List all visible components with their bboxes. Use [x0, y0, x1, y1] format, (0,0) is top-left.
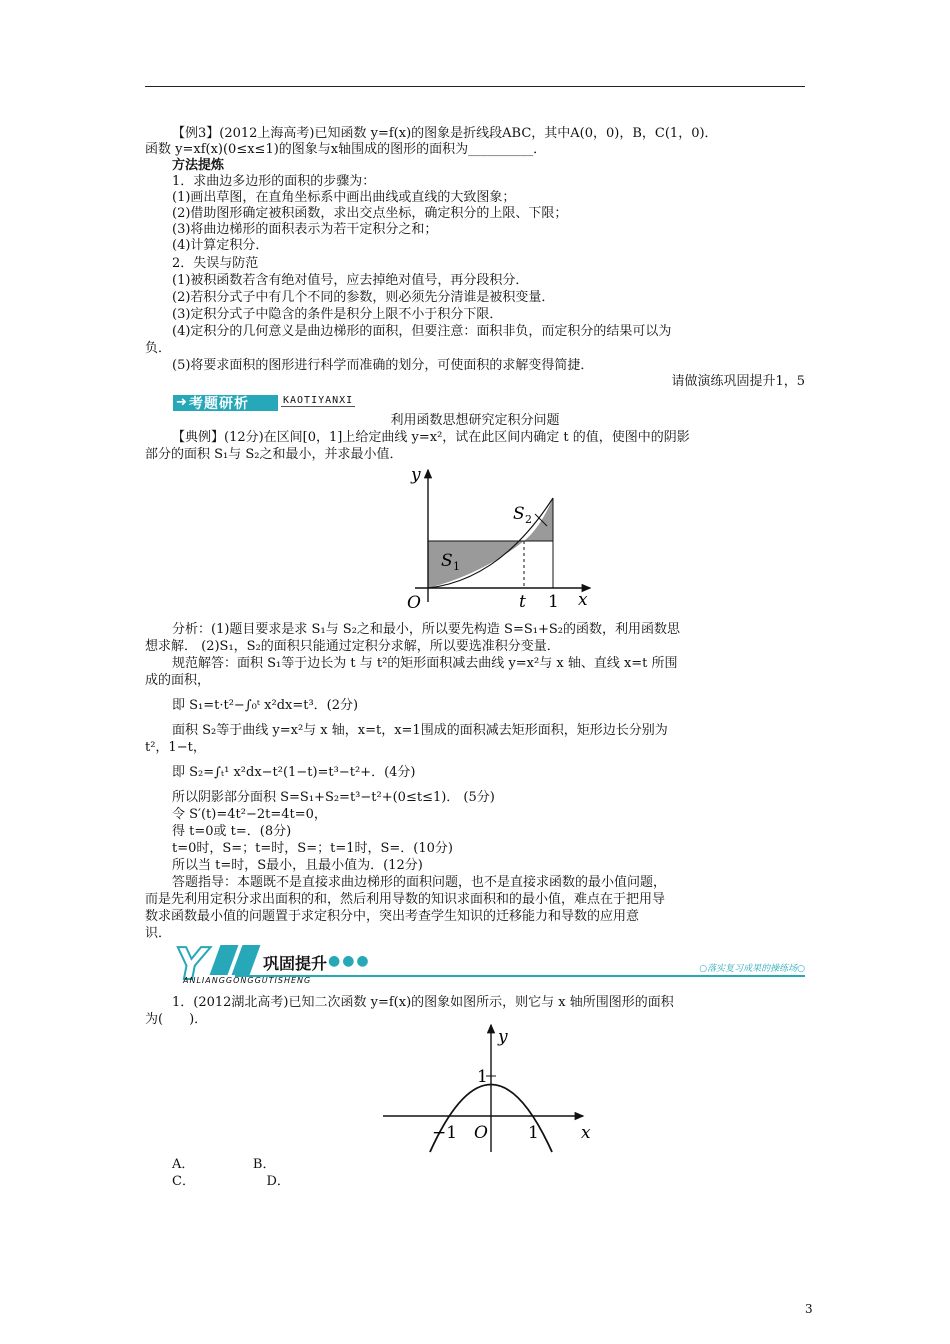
header-rule [145, 86, 805, 87]
practice-ref: 请做演练巩固提升1，5 [671, 374, 805, 389]
text-line: (5)将要求面积的图形进行科学而准确的划分，可使面积的求解变得简捷． [172, 358, 594, 373]
text-line: (1)画出草图，在直角坐标系中画出曲线或直线的大致图象； [172, 190, 516, 205]
banner-underline [235, 975, 805, 977]
text-line: 为( )． [145, 1012, 208, 1027]
text-line: (2)若积分式子中有几个不同的参数，则必须先分清谁是被积变量． [172, 290, 555, 305]
banner-pinyin: KAOTIYANXI [283, 395, 354, 406]
text-line: 1．(2012湖北高考)已知二次函数 y=f(x)的图象如图所示，则它与 x 轴所围图形的面积 [172, 995, 674, 1010]
banner-title: 巩固提升 [263, 954, 328, 973]
text-line: (4)计算定积分． [172, 238, 269, 253]
text-line: t²，1−t， [145, 740, 206, 755]
text-line: (3)将曲边梯形的面积表示为若干定积分之和； [172, 222, 438, 237]
text-line: (1)被积函数若含有绝对值号，应去掉绝对值号，再分段积分． [172, 273, 529, 288]
one-label: 1 [548, 592, 559, 612]
text-line: 得 t=0或 t=．(8分) [172, 824, 292, 839]
banner-title: 考题研析 [189, 396, 249, 412]
text-line: 即 S₁=t·t²−∫₀ᵗ x²dx=t³．(2分) [172, 698, 359, 713]
section-banner-gonggutisheng [175, 939, 805, 990]
text-line: 方法提炼 [172, 158, 225, 173]
text-line: 所以当 t=时，S最小，且最小值为．(12分) [172, 858, 423, 873]
text-line: (3)定积分式子中隐含的条件是积分上限不小于积分下限． [172, 307, 503, 322]
y-label: y [498, 1027, 508, 1047]
text-line: 识． [145, 926, 172, 941]
figure-shaded-area [395, 462, 610, 622]
s1-label: S [441, 551, 453, 571]
text-line: 【典例】(12分)在区间[0，1]上给定曲线 y=x²，试在此区间内确定 t 的值，使图中的阴影 [172, 430, 690, 445]
y-one-label: 1 [477, 1067, 488, 1087]
text-line: A． B． [172, 1157, 276, 1172]
text-line: 想求解． (2)S₁，S₂的面积只能通过定积分求解，所以要选准积分变量． [145, 639, 560, 654]
text-line: 负． [145, 341, 172, 356]
banner-dots: ●●● [328, 953, 371, 969]
text-line: C． D． [172, 1174, 290, 1189]
s1-subscript: 1 [453, 560, 460, 573]
text-line: (2)借助图形确定被积函数，求出交点坐标，确定积分的上限、下限； [172, 206, 568, 221]
page-number: 3 [805, 1302, 813, 1316]
text-line: 即 S₂=∫ₜ¹ x²dx−t²(1−t)=t³−t²+．(4分) [172, 765, 416, 780]
text-line: 答题指导：本题既不是直接求曲边梯形的面积问题，也不是直接求函数的最小值问题， [172, 875, 667, 890]
section-banner-kaotiyanxi [173, 392, 433, 412]
text-line: 【例3】(2012上海高考)已知函数 y=f(x)的图象是折线段ABC，其中A(0，0)，B，C(1，0)． [172, 126, 718, 141]
figure-parabola [378, 1022, 603, 1157]
origin-label: O [474, 1123, 488, 1143]
banner-pinyin: ANLIANGGONGGUTISHENG [183, 976, 312, 985]
text-line: 规范解答：面积 S₁等于边长为 t 与 t²的矩形面积减去曲线 y=x²与 x 轴、直线 x=t 所围 [172, 656, 678, 671]
text-line: 利用函数思想研究定积分问题 [390, 413, 560, 428]
x-label: x [578, 590, 588, 610]
text-line: t=0时，S=；t=时，S=；t=1时，S=．(10分) [172, 841, 453, 856]
text-line: 数求函数最小值的问题置于求定积分中，突出考查学生知识的迁移能力和导数的应用意 [145, 909, 640, 924]
banner-motto: ○落实复习成果的操练场○ [699, 964, 805, 974]
origin-label: O [407, 593, 421, 613]
text-line: 部分的面积 S₁与 S₂之和最小，并求最小值． [145, 447, 403, 462]
text-line: 分析：(1)题目要求是求 S₁与 S₂之和最小，所以要先构造 S=S₁+S₂的函数，利用函数思 [172, 622, 680, 637]
s2-label: S [513, 504, 525, 524]
text-line: 所以阴影部分面积 S=S₁+S₂=t³−t²+(0≤t≤1)． (5分) [172, 790, 495, 805]
neg-one-label: −1 [432, 1123, 458, 1143]
text-line: (4)定积分的几何意义是曲边梯形的面积，但要注意：面积非负，而定积分的结果可以为 [172, 324, 672, 339]
text-line: 面积 S₂等于曲线 y=x²与 x 轴，x=t，x=1围成的面积减去矩形面积，矩形边长分别为 [172, 723, 668, 738]
arrow-icon: ➜ [176, 395, 187, 410]
text-line: 成的面积， [145, 673, 211, 688]
text-line: 令 S′(t)=4t²−2t=4t=0， [172, 807, 327, 822]
t-label: t [519, 592, 526, 612]
y-label: y [411, 465, 421, 485]
text-line: 函数 y=xf(x)(0≤x≤1)的图象与x轴围成的图形的面积为__________． [145, 142, 547, 157]
s2-subscript: 2 [525, 513, 532, 526]
text-line: 2．失误与防范 [172, 256, 259, 271]
x-one-label: 1 [528, 1123, 539, 1143]
text-line: 1．求曲边多边形的面积的步骤为： [172, 174, 376, 189]
text-line: 而是先利用定积分求出面积的和，然后利用导数的知识求面积和的最小值，难点在于把用导 [145, 892, 666, 907]
banner-letter: Y [175, 939, 207, 990]
x-label: x [581, 1123, 591, 1143]
